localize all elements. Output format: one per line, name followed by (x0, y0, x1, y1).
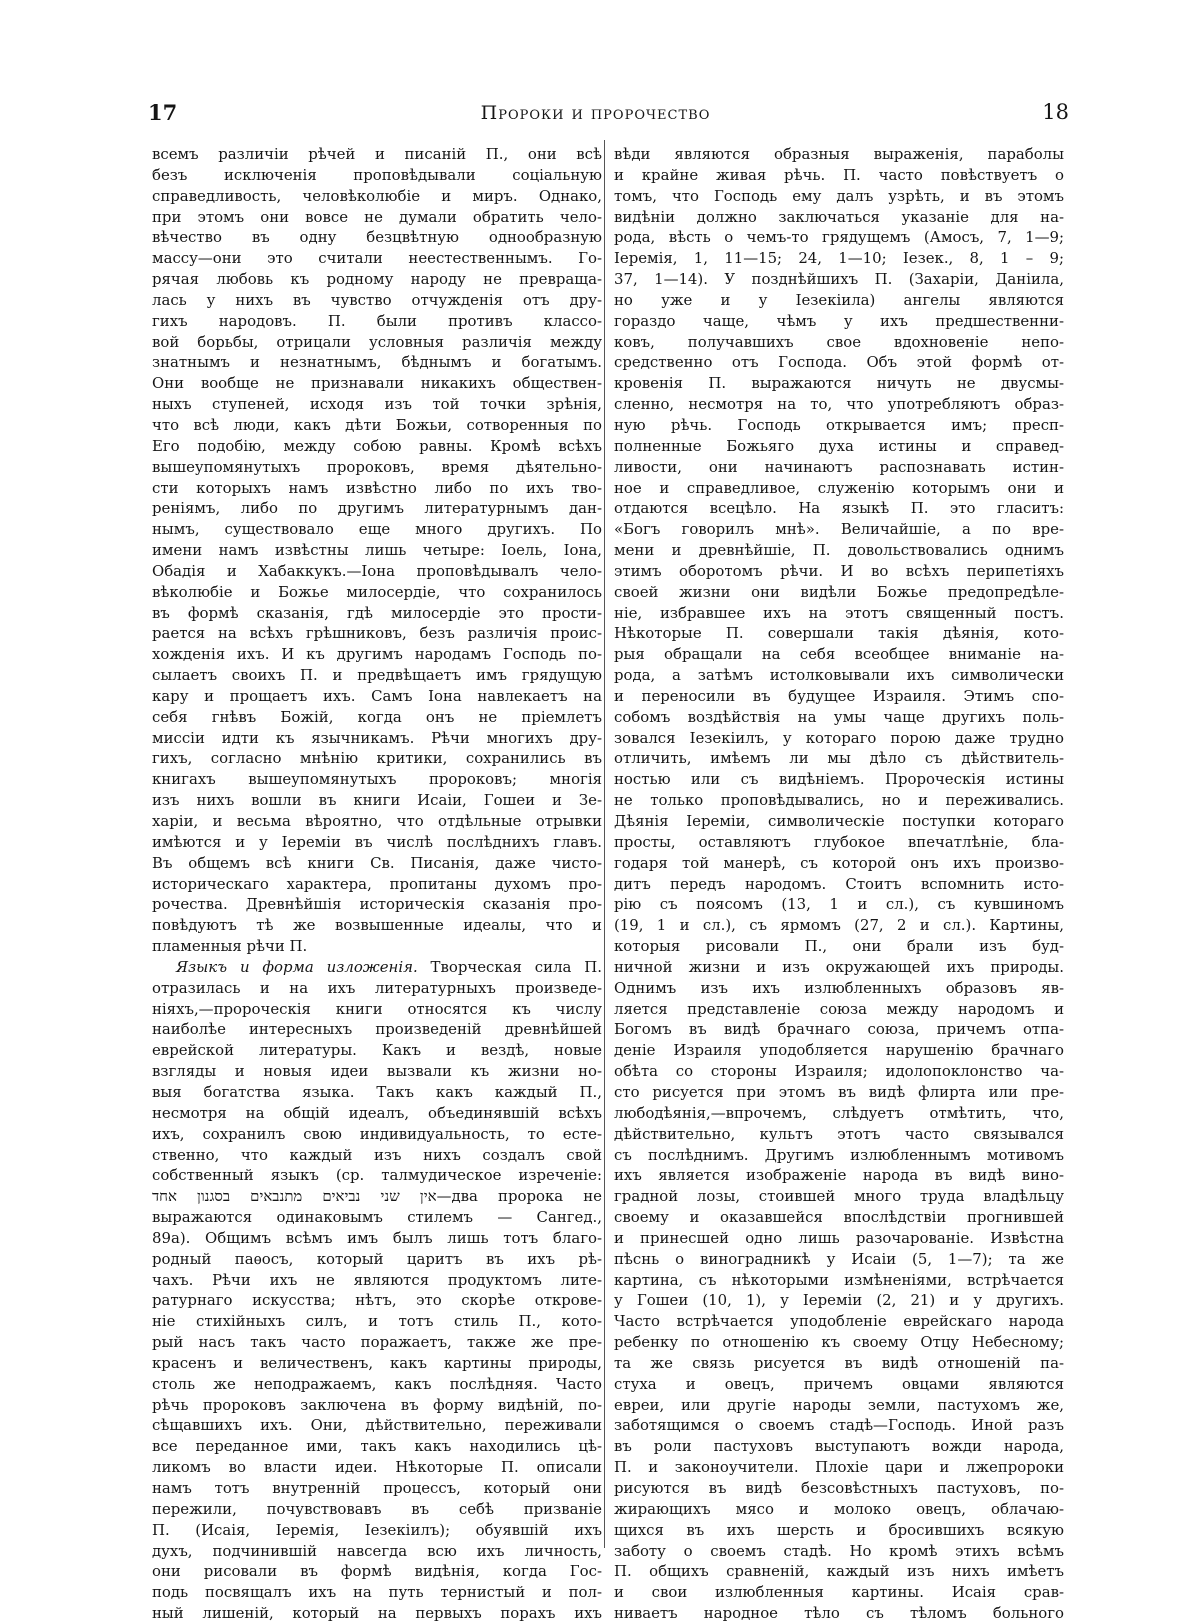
text-line: кару и прощаетъ ихъ. Самъ Іона навлекаетъ на (152, 686, 602, 705)
text-line: красенъ и величественъ, какъ картины природы, (152, 1353, 602, 1372)
text-line: рію съ поясомъ (13, 1 и сл.), съ кувшиномъ (614, 895, 1064, 914)
text-line: ковъ, получавшихъ свое вдохновеніе непо- (614, 332, 1064, 351)
text-line: имѣются и у Іереміи въ числѣ послѣднихъ главъ. (152, 832, 602, 851)
text-line: рый насъ такъ часто поражаетъ, также же пре- (152, 1333, 602, 1352)
text-line: отразилась и на ихъ литературныхъ произведе- (152, 978, 602, 997)
section-first-line-text: Творческая сила П. (417, 957, 602, 976)
text-line: своему и оказавшейся впослѣдствіи прогнившей (614, 1208, 1064, 1227)
hebrew-line-text: —два пророка не (436, 1187, 602, 1206)
text-line: сто рисуется при этомъ въ видѣ флирта или пре- (614, 1082, 1064, 1101)
left-column (152, 144, 602, 1624)
text-line: безъ исключенія проповѣдывали соціальную (152, 165, 602, 184)
text-line: у Гошеи (10, 1), у Іереміи (2, 21) и у другихъ. (614, 1291, 1064, 1310)
text-line: «Богъ говорилъ мнѣ». Величайшіе, а по вре- (614, 520, 1064, 539)
column-divider (604, 140, 605, 1548)
text-line: ликомъ во власти идеи. Нѣкоторые П. описали (152, 1458, 602, 1477)
hebrew-quote-line (152, 1186, 602, 1207)
text-line: жирающихъ мясо и молоко овецъ, облачаю- (614, 1499, 1064, 1518)
hebrew-quote: אין שני נביאים מתנבאים בסגנון אחד (152, 1187, 437, 1206)
text-line: рается на всѣхъ грѣшниковъ, безъ различія проис- (152, 624, 602, 643)
text-line: взгляды и новыя идеи вызвали къ жизни но- (152, 1062, 602, 1081)
text-line: столь же неподражаемъ, какъ послѣдняя. Часто (152, 1374, 602, 1393)
text-line: рыя обращали на себя всеобщее вниманіе на- (614, 645, 1064, 664)
text-line: но уже и у Іезекіила) ангелы являются (614, 290, 1064, 309)
text-line: что всѣ люди, какъ дѣти Божьи, сотворенныя по (152, 415, 602, 434)
text-line: мени и древнѣйшіе, П. довольствовались однимъ (614, 541, 1064, 560)
text-line: наиболѣе интересныхъ произведеній древнѣйшей (152, 1020, 602, 1039)
text-line: вѣди являются образныя выраженія, параболы (614, 145, 1064, 163)
text-line: Въ общемъ всѣ книги Св. Писанія, даже чисто- (152, 853, 602, 872)
text-line: ливости, они начинаютъ распознавать истин- (614, 457, 1064, 476)
text-line: въ формѣ сказанія, гдѣ милосердіе это прости- (152, 603, 602, 622)
text-line: вѣчество въ одну безцвѣтную однообразную (152, 228, 602, 247)
text-line: массу—они это считали неестественнымъ. Го- (152, 249, 602, 268)
text-line: Богомъ въ видѣ брачнаго союза, причемъ отпа- (614, 1020, 1064, 1039)
text-line: гихъ, согласно мнѣнію критики, сохранились въ (152, 749, 602, 768)
text-line: годаря той манерѣ, съ которой онъ ихъ произво- (614, 853, 1064, 872)
text-line: подь посвящалъ ихъ на путь тернистый и пол- (152, 1583, 602, 1602)
text-line: ниваетъ народное тѣло съ тѣломъ больного (614, 1604, 1064, 1623)
text-line: рода, вѣсть о чемъ-то грядущемъ (Амосъ, 7, 1—9; (614, 228, 1064, 247)
text-line: себя гнѣвъ Божій, когда онъ не пріемлетъ (152, 707, 602, 726)
text-line: зовался Іезекіилъ, у котораго порою даже трудно (614, 728, 1064, 747)
text-line: миссіи идти къ язычникамъ. Рѣчи многихъ дру- (152, 728, 602, 747)
text-line: П. общихъ сравненій, каждый изъ нихъ имѣетъ (614, 1562, 1064, 1581)
text-line: знатнымъ и незнатнымъ, бѣднымъ и богатымъ. (152, 353, 602, 372)
text-line: ное и справедливое, служенію которымъ они и (614, 478, 1064, 497)
text-line: чахъ. Рѣчи ихъ не являются продуктомъ лите- (152, 1270, 602, 1289)
text-line: имени намъ извѣстны лишь четыре: Іоель, Іона, (152, 541, 602, 560)
text-line: еврейской литературы. Какъ и вездѣ, новые (152, 1041, 602, 1060)
text-line: сленно, несмотря на то, что употребляютъ образ- (614, 395, 1064, 414)
text-line: реніямъ, либо по другимъ литературнымъ дан- (152, 499, 602, 518)
text-line: изъ нихъ вошли въ книги Исаіи, Гошеи и Зе- (152, 791, 602, 810)
text-line: книгахъ вышеупомянутыхъ пророковъ; многія (152, 770, 602, 789)
text-line: ребенку по отношенію къ своему Отцу Небесному; (614, 1333, 1064, 1352)
text-line: всемъ различіи рѣчей и писаній П., они всѣ (152, 145, 602, 163)
text-line: историческаго характера, пропитаны духомъ про- (152, 874, 602, 893)
text-line: пѣснь о виноградникѣ у Исаіи (5, 1—7); та же (614, 1249, 1064, 1268)
text-line: и свои излюбленныя картины. Исаія срав- (614, 1583, 1064, 1602)
text-line: П. и законоучители. Плохіе цари и лжепророки (614, 1458, 1064, 1477)
text-line: при этомъ они вовсе не думали обратить чело- (152, 207, 602, 226)
text-line: собственный языкъ (ср. талмудическое изреченіе: (152, 1166, 602, 1185)
text-line: и принесшей одно лишь разочарованіе. Извѣстна (614, 1228, 1064, 1247)
text-line: нымъ, существовало еще много другихъ. По (152, 520, 602, 539)
section-heading: Языкъ и форма изложенія. (176, 957, 418, 976)
right-column (614, 144, 1064, 1624)
text-line: ностью или съ видѣніемъ. Пророческія истины (614, 770, 1064, 789)
text-line: (19, 1 и сл.), съ ярмомъ (27, 2 и сл.). Картины, (614, 916, 1064, 935)
text-line: Нѣкоторые П. совершали такія дѣянія, кото- (614, 624, 1064, 643)
text-line: въ роли пастуховъ выступаютъ вожди народа, (614, 1437, 1064, 1456)
text-line: ніе, избравшее ихъ на этотъ священный постъ. (614, 603, 1064, 622)
text-line: сылаетъ своихъ П. и предвѣщаетъ имъ грядущую (152, 666, 602, 685)
right-page-number: 18 (1042, 100, 1069, 124)
text-line: отдаются всецѣло. На языкѣ П. это гласитъ: (614, 499, 1064, 518)
text-line: намъ тотъ внутренній процессъ, который они (152, 1479, 602, 1497)
text-line: заботу о своемъ стадѣ. Но кромѣ этихъ всѣмъ (614, 1541, 1064, 1560)
text-line: вѣколюбіе и Божье милосердіе, что сохранилось (152, 582, 602, 601)
text-line: стуха и овецъ, причемъ овцами являются (614, 1374, 1064, 1393)
text-line: просты, оставляютъ глубокое впечатлѣніе, бла- (614, 832, 1064, 851)
text-line: 89а). Общимъ всѣмъ имъ былъ лишь тотъ благо- (152, 1228, 602, 1247)
text-line: сѣщавшихъ ихъ. Они, дѣйствительно, переживали (152, 1416, 602, 1435)
text-line: отличить, имѣемъ ли мы дѣло съ дѣйствитель- (614, 749, 1064, 768)
text-line: выя богатства языка. Такъ какъ каждый П., (152, 1082, 602, 1101)
text-line: Обадія и Хабаккукъ.—Іона проповѣдывалъ чело- (152, 561, 602, 580)
running-title: Пророки и пророчество (480, 102, 711, 124)
text-line: ніе стихійныхъ силъ, и тотъ стиль П., кото- (152, 1312, 602, 1331)
text-line: щихся въ ихъ шерсть и бросившихъ всякую (614, 1520, 1064, 1539)
text-line: вой борьбы, отрицали условныя различія между (152, 332, 602, 351)
text-line: съ послѣднимъ. Другимъ излюбленнымъ мотивомъ (614, 1145, 1064, 1164)
text-line: лась у нихъ въ чувство отчужденія отъ дру- (152, 290, 602, 309)
text-line: евреи, или другіе народы земли, пастухомъ же, (614, 1395, 1064, 1414)
text-line: картина, съ нѣкоторыми измѣненіями, встрѣчается (614, 1270, 1064, 1289)
text-line: родный паѳосъ, который царитъ въ ихъ рѣ- (152, 1249, 602, 1268)
text-line: повѣдуютъ тѣ же возвышенные идеалы, что и (152, 916, 602, 935)
text-line: Дѣянія Іереміи, символическіе поступки котораго (614, 812, 1064, 830)
text-line: духъ, подчинившій навсегда всю ихъ личность, (152, 1541, 602, 1560)
section-first-line (152, 957, 602, 978)
text-line: собомъ воздѣйствія на умы чаще другихъ поль- (614, 707, 1064, 726)
text-line: рода, а затѣмъ истолковывали ихъ символически (614, 666, 1064, 685)
text-line: Іеремія, 1, 11—15; 24, 1—10; Іезек., 8, 1 – 9; (614, 249, 1064, 268)
text-line: пламенныя рѣчи П. (152, 937, 308, 956)
text-line: этимъ оборотомъ рѣчи. И во всѣхъ перипетіяхъ (614, 561, 1064, 580)
text-line: сти которыхъ намъ извѣстно либо по ихъ тво- (152, 478, 602, 497)
text-line: градной лозы, стоившей много труда владѣльцу (614, 1187, 1064, 1206)
text-line: ихъ, сохранилъ свою индивидуальность, то есте- (152, 1124, 602, 1143)
text-line: ихъ является изображеніе народа въ видѣ вино- (614, 1166, 1064, 1185)
text-line: обѣта со стороны Израиля; идолопоклонство ча- (614, 1062, 1064, 1081)
text-line: которыя рисовали П., они брали изъ буд- (614, 937, 1064, 956)
text-line: рисуются въ видѣ безсовѣстныхъ пастуховъ, по- (614, 1479, 1064, 1497)
text-line: ратурнаго искусства; нѣтъ, это скорѣе открове- (152, 1291, 602, 1310)
text-line: дитъ передъ народомъ. Стоитъ вспомнить исто- (614, 874, 1064, 893)
text-line: полненные Божьяго духа истины и справед- (614, 436, 1064, 455)
text-line: Часто встрѣчается уподобленіе еврейскаго народа (614, 1312, 1064, 1331)
text-line: Однимъ изъ ихъ излюбленныхъ образовъ яв- (614, 978, 1064, 997)
text-line: справедливость, человѣколюбіе и миръ. Однако, (152, 186, 602, 205)
text-line: рочества. Древнѣйшія историческія сказанія про- (152, 895, 602, 914)
text-line: ляется представленіе союза между народомъ и (614, 999, 1064, 1018)
text-line: ныхъ ступеней, исходя изъ той точки зрѣнія, (152, 395, 602, 414)
text-line: рячая любовь къ родному народу не превраща- (152, 270, 602, 289)
text-line: дѣйствительно, культъ этотъ часто связывался (614, 1124, 1064, 1143)
text-line: ный лишеній, который на первыхъ порахъ ихъ (152, 1604, 602, 1623)
text-line: Его подобію, между собою равны. Кромѣ всѣхъ (152, 436, 602, 455)
text-line: ную рѣчь. Господь открывается имъ; пресп- (614, 415, 1064, 434)
text-line: хожденія ихъ. И къ другимъ народамъ Господь по- (152, 645, 602, 664)
text-line: та же связь рисуется въ видѣ отношеній па- (614, 1353, 1064, 1372)
text-line: гихъ народовъ. П. были противъ классо- (152, 311, 602, 330)
text-line: 37, 1—14). У позднѣйшихъ П. (Захаріи, Даніила, (614, 270, 1064, 289)
text-line: П. (Исаія, Іеремія, Іезекіилъ); обуявшій ихъ (152, 1520, 602, 1539)
text-line: гораздо чаще, чѣмъ у ихъ предшественни- (614, 311, 1064, 330)
text-line: они рисовали въ формѣ видѣнія, когда Гос- (152, 1562, 602, 1581)
text-line: ничной жизни и изъ окружающей ихъ природы. (614, 957, 1064, 976)
text-line: выражаются одинаковымъ стилемъ — Сангед., (152, 1208, 602, 1227)
text-line: ніяхъ,—пророческія книги относятся къ числу (152, 999, 602, 1018)
text-line: своей жизни они видѣли Божье предопредѣле- (614, 582, 1064, 601)
text-line: кровенія П. выражаются ничуть не двусмы- (614, 374, 1064, 393)
text-line: любодѣянія,—впрочемъ, слѣдуетъ отмѣтить, что, (614, 1103, 1064, 1122)
text-line: все переданное ими, такъ какъ находились цѣ- (152, 1437, 602, 1456)
text-line: средственно отъ Господа. Объ этой формѣ от- (614, 353, 1064, 372)
text-line: деніе Израиля уподобляется нарушенію брачнаго (614, 1041, 1064, 1060)
text-line: заботящимся о своемъ стадѣ—Господь. Иной разъ (614, 1416, 1064, 1435)
text-line: несмотря на общій идеалъ, объединявшій всѣхъ (152, 1103, 602, 1122)
left-page-number: 17 (148, 100, 178, 125)
text-line: Они вообще не признавали никакихъ обществен- (152, 374, 602, 393)
text-line: ственно, что каждый изъ нихъ создалъ свой (152, 1145, 602, 1164)
text-line: и переносили въ будущее Израиля. Этимъ спо- (614, 686, 1064, 705)
text-line: видѣніи должно заключаться указаніе для на- (614, 207, 1064, 226)
text-line: пережили, почувствовавъ въ себѣ призваніе (152, 1499, 602, 1518)
text-line: рѣчь пророковъ заключена въ форму видѣній, по- (152, 1395, 602, 1414)
text-line: не только проповѣдывались, но и переживались. (614, 791, 1064, 810)
text-line: и крайне живая рѣчь. П. часто повѣствуетъ о (614, 165, 1064, 184)
text-line: томъ, что Господь ему далъ узрѣть, и въ этомъ (614, 186, 1064, 205)
text-line: вышеупомянутыхъ пророковъ, время дѣятельно- (152, 457, 602, 476)
text-line: харіи, и весьма вѣроятно, что отдѣльные отрывки (152, 812, 602, 830)
